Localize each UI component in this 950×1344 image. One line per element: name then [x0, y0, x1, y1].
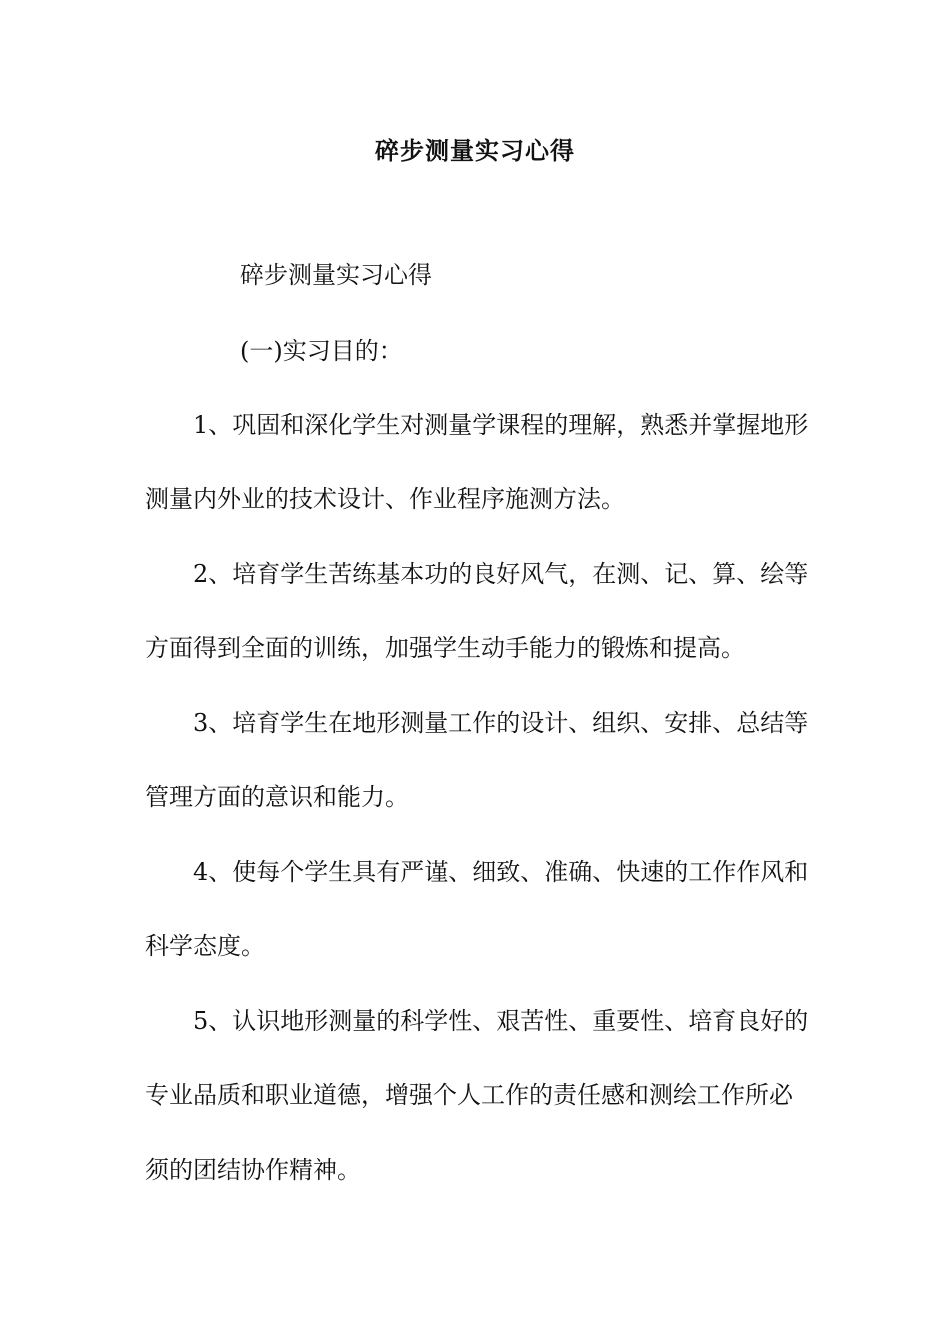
- section-heading: (一)实习目的：: [240, 337, 403, 365]
- item-5-line-1: 5、认识地形测量的科学性、艰苦性、重要性、培育良好的: [193, 1007, 809, 1035]
- item-2-line-1: 2、培育学生苦练基本功的良好风气，在测、记、算、绘等: [193, 560, 809, 588]
- item-3-line-1: 3、培育学生在地形测量工作的设计、组织、安排、总结等: [193, 709, 809, 737]
- item-5-line-2: 专业品质和职业道德，增强个人工作的责任感和测绘工作所必: [145, 1081, 793, 1109]
- item-1-line-2: 测量内外业的技术设计、作业程序施测方法。: [145, 485, 625, 513]
- item-1-line-1: 1、巩固和深化学生对测量学课程的理解，熟悉并掌握地形: [193, 411, 809, 439]
- document-title: 碎步测量实习心得: [375, 136, 575, 165]
- item-4-line-2: 科学态度。: [145, 932, 265, 960]
- document-subtitle: 碎步测量实习心得: [240, 261, 432, 289]
- item-4-line-1: 4、使每个学生具有严谨、细致、准确、快速的工作作风和: [193, 858, 809, 886]
- item-3-line-2: 管理方面的意识和能力。: [145, 783, 409, 811]
- item-2-line-2: 方面得到全面的训练，加强学生动手能力的锻炼和提高。: [145, 634, 745, 662]
- item-5-line-3: 须的团结协作精神。: [145, 1156, 361, 1184]
